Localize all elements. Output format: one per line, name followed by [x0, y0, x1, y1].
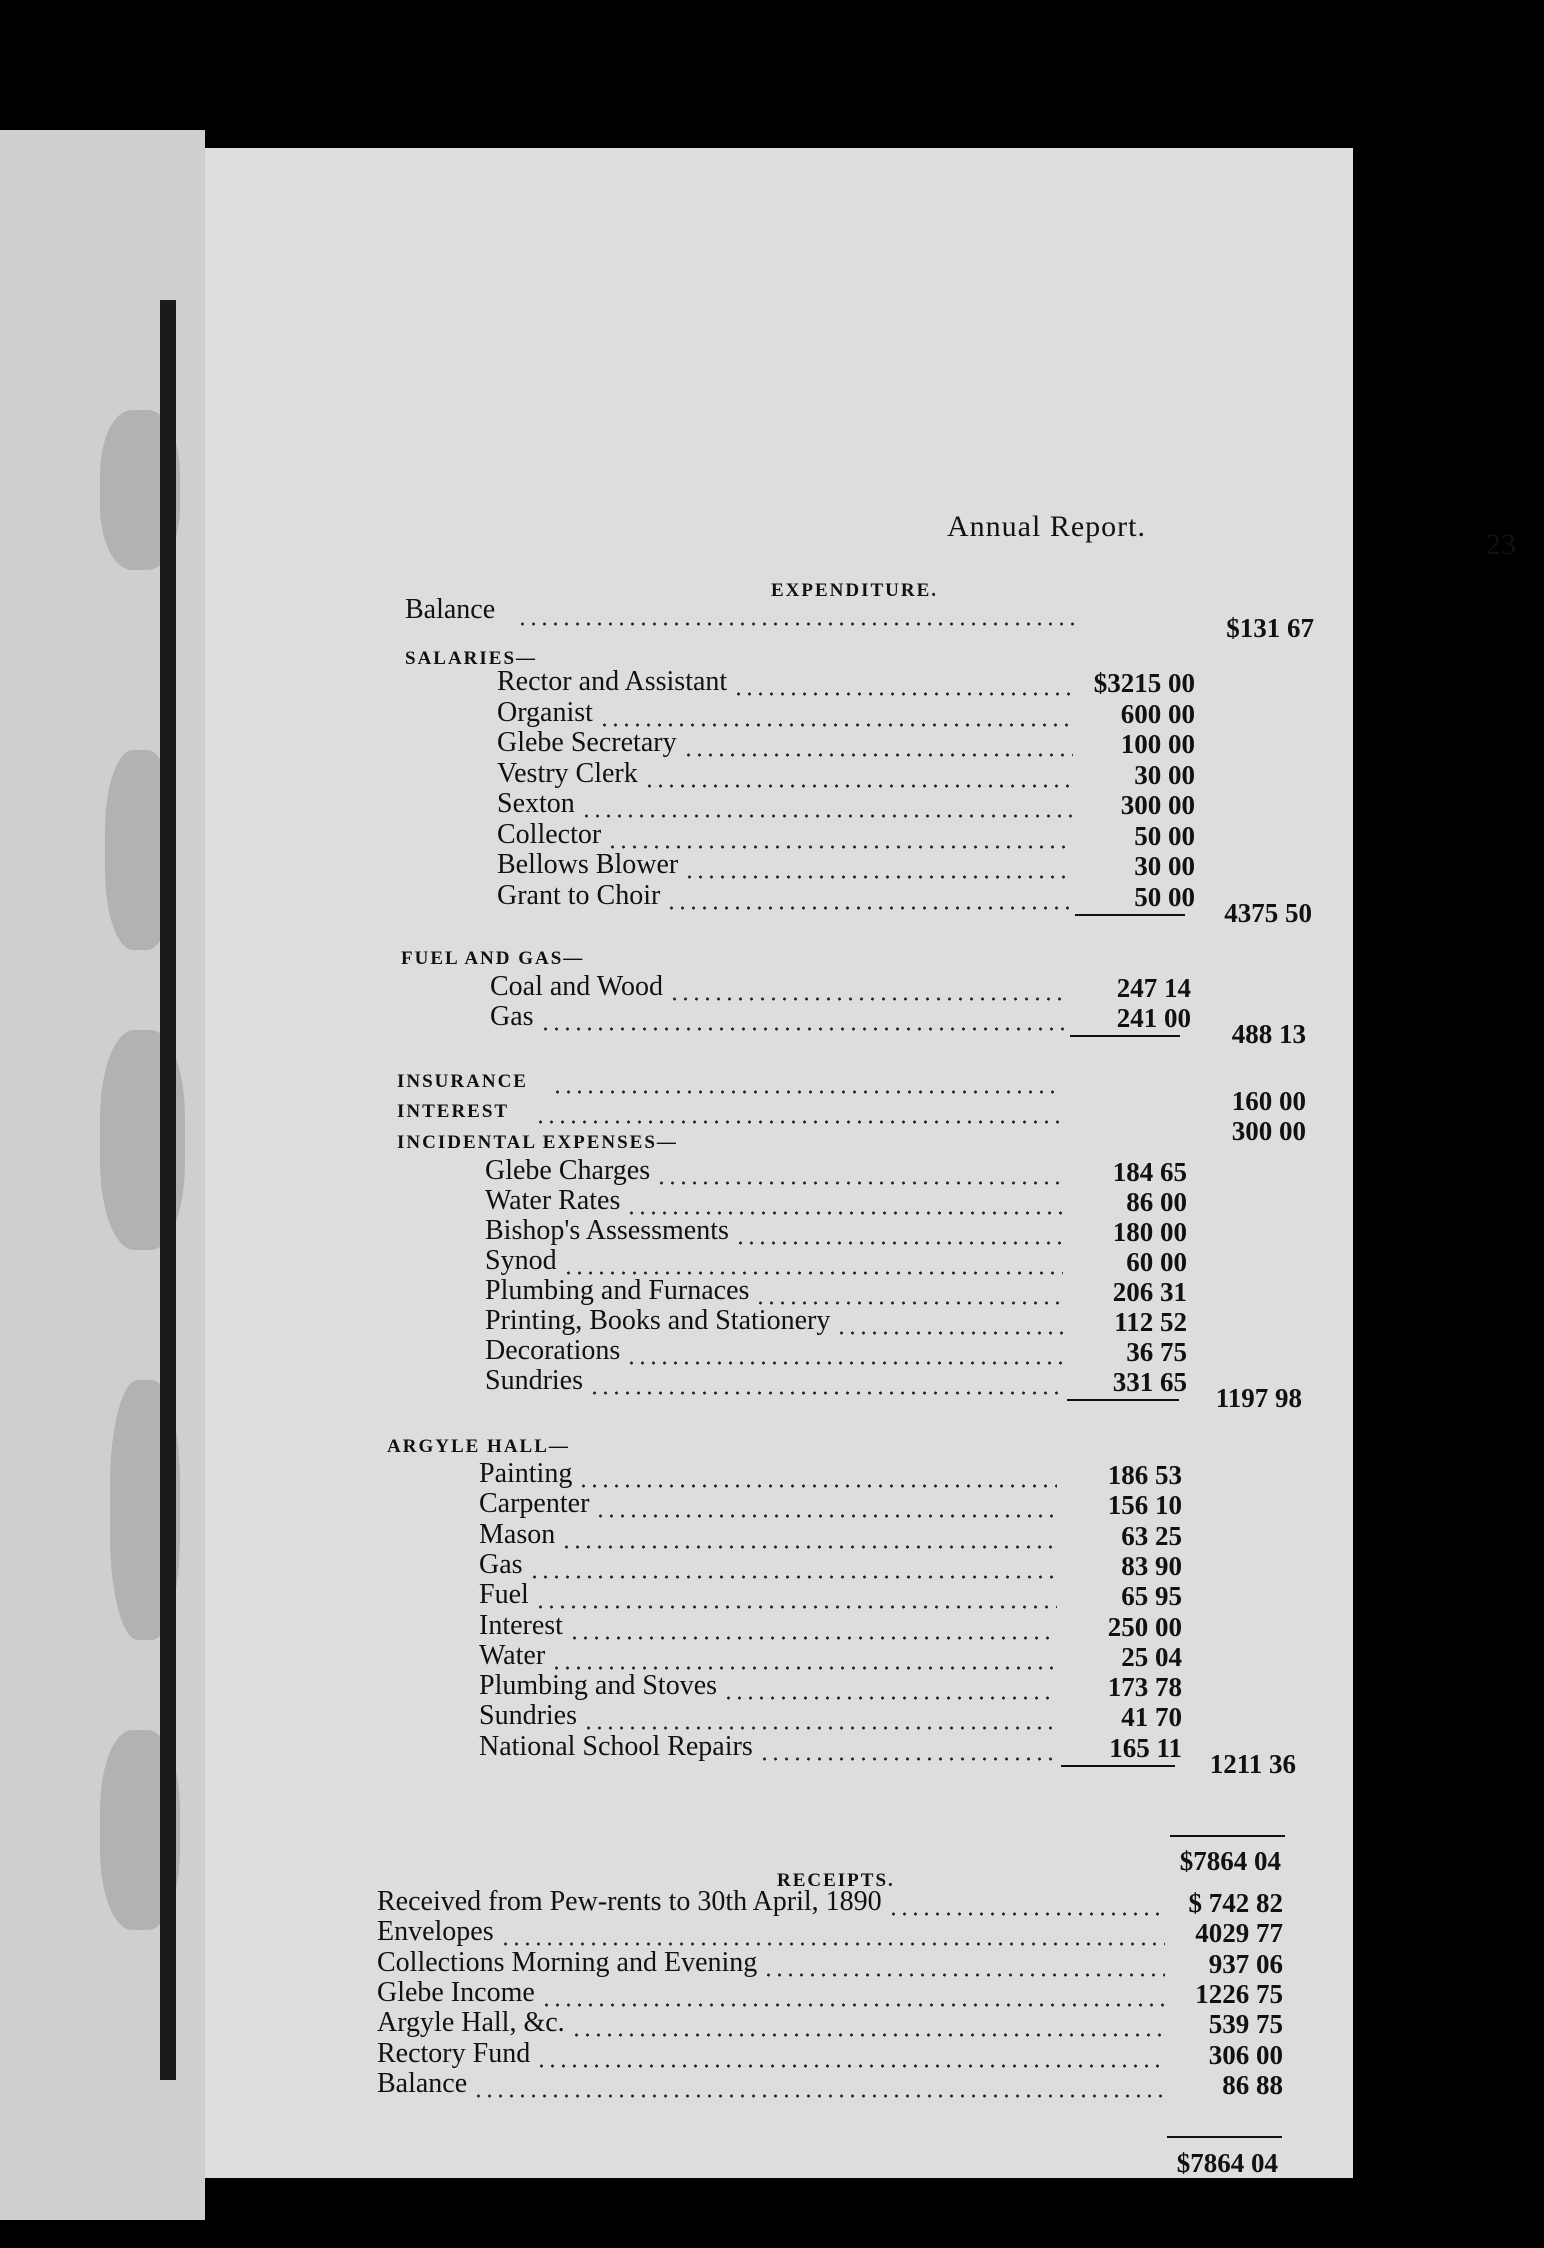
ledger-item-label: Coal and Wood	[490, 971, 663, 1002]
ledger-item-amount: 165 11	[1109, 1732, 1182, 1763]
ledger-item-amount: 86 88	[1222, 2069, 1283, 2100]
dot-leader	[656, 1181, 1063, 1185]
dot-leader	[644, 784, 1073, 788]
dot-leader	[733, 692, 1073, 696]
total-rule	[1167, 2136, 1282, 2138]
ledger-item-amount: 83 90	[1121, 1550, 1182, 1581]
dot-leader	[763, 1973, 1165, 1977]
ledger-item-label: Decorations	[485, 1335, 621, 1366]
dot-leader	[683, 753, 1073, 757]
document-page	[205, 148, 1516, 2178]
ledger-item-label: Envelopes	[377, 1916, 494, 1948]
ledger-item-label: Printing, Books and Stationery	[485, 1305, 831, 1336]
ledger-item-label: Painting	[479, 1458, 573, 1489]
ledger-item-label: Grant to Choir	[497, 879, 661, 911]
ledger-item-label: Water Rates	[485, 1185, 621, 1216]
expenditure-grand-total: $7864 04	[1179, 1846, 1281, 1876]
subtotal-amount: 488 13	[1231, 1019, 1306, 1049]
ledger-item-label: Synod	[485, 1245, 557, 1276]
ledger-item-amount: 306 00	[1208, 2039, 1283, 2070]
interest-label: INTEREST	[397, 1101, 510, 1122]
balance-amount: $131 67	[1226, 613, 1314, 643]
dot-leader	[626, 1361, 1063, 1365]
dot-leader	[759, 1757, 1057, 1761]
fuel-gas-heading: FUEL AND GAS—	[401, 948, 585, 969]
ledger-item-amount: 25 04	[1121, 1641, 1182, 1672]
balance-label: Balance	[405, 594, 496, 625]
ledger-item-label: Gas	[479, 1548, 523, 1580]
ledger-item-label: Gas	[490, 1001, 534, 1032]
page-number: 23	[1486, 528, 1516, 561]
ledger-item-label: Glebe Income	[377, 1976, 535, 2008]
page-header: Annual Report.	[947, 510, 1146, 543]
expenditure-heading: EXPENDITURE.	[771, 580, 939, 601]
ledger-item-label: National School Repairs	[479, 1730, 753, 1762]
ledger-item-amount: 180 00	[1112, 1217, 1187, 1247]
ledger-item-amount: 539 75	[1208, 2009, 1283, 2040]
insurance-label: INSURANCE	[397, 1071, 528, 1092]
dot-leader	[517, 622, 1082, 626]
ledger-item-amount: $3215 00	[1093, 668, 1195, 698]
ledger-item-amount: 247 14	[1116, 973, 1191, 1003]
ledger-item-label: Water	[479, 1639, 546, 1671]
ledger-item-label: Received from Pew-rents to 30th April, 1890	[377, 1886, 882, 1917]
ledger-item-amount: 1226 75	[1195, 1978, 1283, 2009]
dot-leader	[552, 1090, 1062, 1094]
dot-leader	[581, 814, 1073, 818]
dot-leader	[529, 1575, 1057, 1579]
ledger-item-amount: 41 70	[1121, 1702, 1182, 1733]
ledger-item-amount: 30 00	[1134, 851, 1195, 881]
dot-leader	[541, 2003, 1165, 2007]
ledger-item-label: Fuel	[479, 1579, 529, 1611]
dot-leader	[536, 2064, 1165, 2068]
salaries-heading: SALARIES—	[405, 648, 538, 669]
ledger-item-label: Sundries	[485, 1365, 583, 1396]
ledger-item-amount: 184 65	[1112, 1157, 1187, 1187]
dot-leader	[569, 1636, 1057, 1640]
ledger-item-amount: 63 25	[1121, 1520, 1182, 1551]
ledger-item-amount: 156 10	[1107, 1490, 1182, 1521]
ledger-item-label: Argyle Hall, &c.	[377, 2007, 565, 2039]
ledger-item-amount: 331 65	[1112, 1367, 1187, 1397]
ledger-item-label: Collector	[497, 818, 602, 850]
ledger-item-amount: 36 75	[1126, 1337, 1187, 1367]
incidental-heading: INCIDENTAL EXPENSES—	[397, 1132, 678, 1153]
ledger-item-amount: 206 31	[1112, 1277, 1187, 1307]
book-spine	[160, 300, 176, 2080]
ledger-item-amount: 65 95	[1121, 1581, 1182, 1612]
ledger-item-amount: 300 00	[1120, 790, 1195, 820]
subtotal-amount: 1211 36	[1209, 1749, 1296, 1779]
dot-leader	[607, 845, 1073, 849]
ledger-item-label: Rectory Fund	[377, 2037, 531, 2069]
dot-leader	[669, 997, 1067, 1001]
dot-leader	[599, 723, 1073, 727]
dot-leader	[571, 2033, 1165, 2037]
argyle-hall-heading: ARGYLE HALL—	[387, 1436, 570, 1457]
ledger-item-amount: 241 00	[1116, 1003, 1191, 1033]
ledger-item-label: Sundries	[479, 1700, 577, 1732]
insurance-amount: 160 00	[1231, 1086, 1306, 1116]
ledger-item-amount: 937 06	[1208, 1948, 1283, 1979]
dot-leader	[535, 1120, 1062, 1124]
ledger-item-label: Bellows Blower	[497, 849, 679, 880]
dot-leader	[735, 1241, 1063, 1245]
dot-leader	[561, 1545, 1057, 1549]
ledger-item-amount: 186 53	[1107, 1460, 1182, 1490]
dot-leader	[723, 1696, 1057, 1700]
ledger-item-label: Interest	[479, 1609, 563, 1641]
ledger-item-label: Vestry Clerk	[497, 757, 638, 789]
ledger-item-label: Carpenter	[479, 1488, 590, 1520]
ledger-item-label: Mason	[479, 1518, 556, 1550]
ledger-item-label: Collections Morning and Evening	[377, 1946, 758, 1978]
ledger-item-label: Glebe Charges	[485, 1155, 651, 1186]
ledger-item-amount: 50 00	[1134, 881, 1195, 912]
ledger-item-amount: 173 78	[1107, 1672, 1182, 1703]
ledger-item-label: Sexton	[497, 788, 575, 819]
dot-leader	[578, 1484, 1057, 1488]
ledger-item-amount: 600 00	[1120, 698, 1195, 729]
receipts-heading: RECEIPTS.	[777, 1870, 895, 1891]
ledger-item-amount: 112 52	[1114, 1307, 1187, 1337]
ledger-item-label: Rector and Assistant	[497, 666, 728, 697]
subtotal-amount: 4375 50	[1224, 898, 1312, 928]
ledger-item-amount: 100 00	[1120, 729, 1195, 759]
dot-leader	[540, 1027, 1067, 1031]
ledger-item-label: Organist	[497, 696, 593, 728]
ledger-item-label: Balance	[377, 2067, 468, 2099]
ledger-item-label: Bishop's Assessments	[485, 1215, 729, 1246]
total-rule	[1170, 1835, 1285, 1837]
ledger-item-label: Plumbing and Furnaces	[485, 1275, 750, 1306]
dot-leader	[595, 1514, 1057, 1518]
dot-leader	[666, 906, 1073, 910]
ledger-item-amount: 250 00	[1107, 1611, 1182, 1642]
receipts-total: $7864 04	[1176, 2148, 1278, 2178]
dot-leader	[473, 2094, 1165, 2098]
subtotal-amount: 1197 98	[1215, 1383, 1302, 1413]
dot-leader	[589, 1391, 1063, 1395]
ledger-item-amount: 60 00	[1126, 1247, 1187, 1277]
dot-leader	[684, 875, 1073, 879]
ledger-item-amount: 50 00	[1134, 820, 1195, 851]
interest-amount: 300 00	[1231, 1116, 1306, 1146]
ledger-item-label: Plumbing and Stoves	[479, 1670, 718, 1702]
ledger-item-amount: 30 00	[1134, 759, 1195, 790]
ledger-item-label: Glebe Secretary	[497, 727, 677, 758]
dot-leader	[535, 1605, 1057, 1609]
ledger-item-amount: 86 00	[1126, 1187, 1187, 1217]
ledger-item-amount: $ 742 82	[1188, 1888, 1283, 1918]
ledger-item-amount: 4029 77	[1195, 1918, 1283, 1949]
